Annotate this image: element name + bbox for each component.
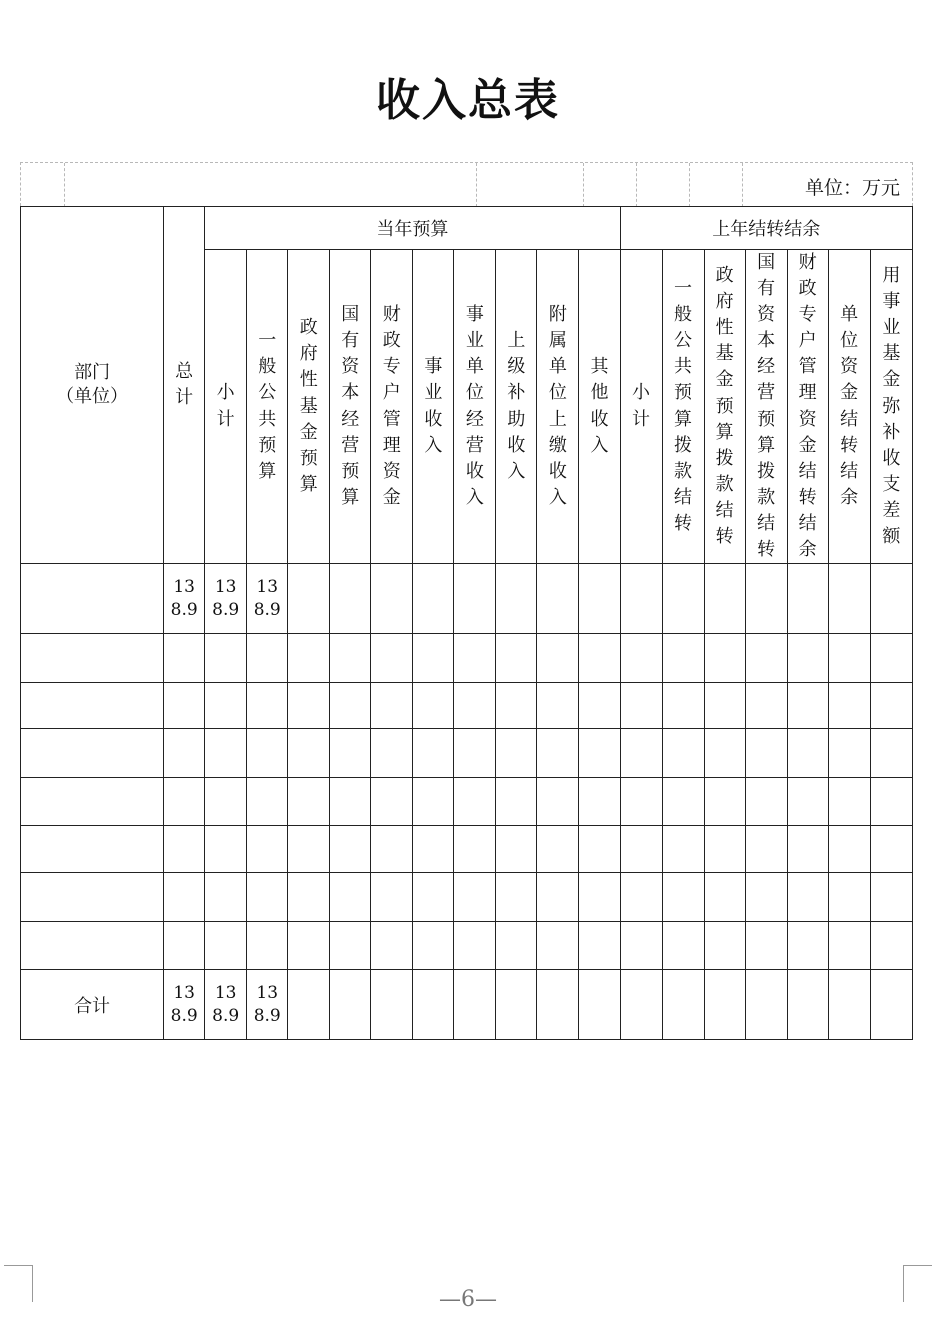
value-cell	[537, 564, 579, 634]
dept-cell	[21, 778, 164, 826]
unit-label: 单位：万元	[804, 177, 900, 199]
value-cell	[579, 634, 620, 683]
value-cell	[413, 634, 454, 683]
column-header-label: 上级补助收入	[507, 330, 526, 482]
value-cell	[164, 778, 205, 826]
value-cell	[704, 970, 745, 1040]
value-cell	[828, 778, 870, 826]
value-cell	[745, 729, 787, 778]
value-cell	[371, 922, 413, 970]
value-cell	[496, 970, 537, 1040]
value-cell	[454, 564, 496, 634]
value-cell	[288, 564, 330, 634]
value-cell	[787, 564, 828, 634]
page-number: —6—	[439, 1287, 497, 1312]
table-row	[21, 634, 913, 683]
dept-cell	[21, 729, 164, 778]
value-cell	[164, 564, 205, 634]
value-cell	[247, 564, 288, 634]
value-text: 138.9	[170, 576, 198, 620]
value-cell	[330, 826, 371, 873]
dept-cell: 合计	[21, 970, 164, 1040]
value-cell	[620, 683, 662, 729]
value-cell	[164, 729, 205, 778]
value-cell	[620, 634, 662, 683]
value-cell	[537, 970, 579, 1040]
value-cell	[870, 683, 912, 729]
column-header-label: 财政专户管理资金结转结余	[798, 252, 817, 561]
value-cell	[454, 873, 496, 922]
value-cell	[745, 826, 787, 873]
value-cell	[745, 873, 787, 922]
value-cell	[787, 778, 828, 826]
dept-cell	[21, 873, 164, 922]
value-cell	[662, 634, 704, 683]
value-text: 138.9	[212, 576, 240, 620]
value-cell	[205, 634, 247, 683]
value-cell	[205, 729, 247, 778]
value-cell	[205, 970, 247, 1040]
value-cell	[704, 729, 745, 778]
value-cell	[164, 826, 205, 873]
value-cell	[828, 922, 870, 970]
value-cell	[704, 922, 745, 970]
value-cell	[745, 970, 787, 1040]
value-cell	[247, 970, 288, 1040]
value-cell	[164, 634, 205, 683]
value-cell	[454, 729, 496, 778]
value-cell	[704, 683, 745, 729]
value-cell	[164, 970, 205, 1040]
value-cell	[454, 826, 496, 873]
value-cell	[247, 634, 288, 683]
value-cell	[828, 826, 870, 873]
value-cell	[330, 922, 371, 970]
column-header	[787, 250, 828, 564]
value-cell	[828, 729, 870, 778]
value-cell	[371, 683, 413, 729]
value-cell	[579, 778, 620, 826]
value-cell	[537, 634, 579, 683]
value-cell	[288, 873, 330, 922]
value-cell	[371, 970, 413, 1040]
value-cell	[164, 873, 205, 922]
value-cell	[288, 683, 330, 729]
value-cell	[496, 922, 537, 970]
value-cell	[870, 873, 912, 922]
table-row	[21, 564, 913, 634]
value-text: 138.9	[253, 982, 281, 1026]
column-header	[579, 250, 620, 564]
value-cell	[662, 564, 704, 634]
value-cell	[745, 683, 787, 729]
dept-cell	[21, 683, 164, 729]
value-cell	[205, 683, 247, 729]
column-header	[620, 250, 662, 564]
value-cell	[787, 970, 828, 1040]
value-cell	[205, 873, 247, 922]
value-cell	[537, 873, 579, 922]
value-cell	[828, 873, 870, 922]
value-cell	[745, 634, 787, 683]
column-header-label: 财政专户管理资金	[382, 304, 401, 508]
value-cell	[247, 922, 288, 970]
value-cell	[579, 873, 620, 922]
value-cell	[496, 634, 537, 683]
value-cell	[496, 729, 537, 778]
column-header	[330, 250, 371, 564]
column-header	[288, 250, 330, 564]
value-cell	[787, 729, 828, 778]
value-cell	[247, 778, 288, 826]
value-cell	[704, 634, 745, 683]
value-cell	[870, 729, 912, 778]
value-cell	[371, 826, 413, 873]
column-header-label: 其他收入	[590, 356, 609, 456]
value-cell	[330, 970, 371, 1040]
value-cell	[496, 564, 537, 634]
dept-cell	[21, 826, 164, 873]
value-cell	[496, 683, 537, 729]
column-header-label: 附属单位上缴收入	[548, 304, 567, 508]
value-cell	[537, 683, 579, 729]
value-cell	[745, 922, 787, 970]
value-cell	[496, 873, 537, 922]
value-cell	[454, 634, 496, 683]
value-cell	[413, 970, 454, 1040]
value-text: 138.9	[212, 982, 240, 1026]
column-header-label: 国有资本经营预算拨款结转	[757, 252, 776, 561]
table-row	[21, 778, 913, 826]
value-cell	[413, 922, 454, 970]
total-row	[21, 970, 913, 1040]
value-cell	[870, 970, 912, 1040]
column-header	[413, 250, 454, 564]
column-header	[745, 250, 787, 564]
table-row	[21, 873, 913, 922]
column-header-label: 单位资金结转结余	[840, 304, 859, 508]
value-cell	[371, 778, 413, 826]
column-header	[870, 250, 912, 564]
value-cell	[870, 922, 912, 970]
value-cell	[579, 564, 620, 634]
value-cell	[330, 634, 371, 683]
value-cell	[537, 922, 579, 970]
unit-row	[20, 162, 913, 206]
value-cell	[828, 970, 870, 1040]
value-cell	[288, 778, 330, 826]
value-cell	[537, 729, 579, 778]
income-summary-table	[20, 206, 913, 1040]
value-cell	[288, 826, 330, 873]
value-cell	[288, 729, 330, 778]
value-cell	[870, 564, 912, 634]
value-cell	[579, 729, 620, 778]
value-cell	[413, 778, 454, 826]
column-header-label: 用事业基金弥补收支差额	[882, 265, 901, 547]
value-cell	[413, 683, 454, 729]
value-cell	[164, 922, 205, 970]
prev-year-header: 上年结转结余	[620, 207, 912, 250]
column-header-label: 事业收入	[424, 356, 443, 456]
value-cell	[620, 826, 662, 873]
column-header-label: 政府性基金预算拨款结转	[715, 265, 734, 547]
total-header: 总计	[164, 207, 205, 564]
value-cell	[413, 729, 454, 778]
value-cell	[828, 634, 870, 683]
value-cell	[662, 826, 704, 873]
value-cell	[870, 778, 912, 826]
value-cell	[496, 826, 537, 873]
value-cell	[620, 873, 662, 922]
value-cell	[620, 922, 662, 970]
value-cell	[579, 922, 620, 970]
value-cell	[787, 826, 828, 873]
value-cell	[454, 683, 496, 729]
value-cell	[704, 873, 745, 922]
value-cell	[371, 729, 413, 778]
value-cell	[745, 564, 787, 634]
value-cell	[371, 873, 413, 922]
value-cell	[870, 634, 912, 683]
column-header	[496, 250, 537, 564]
value-cell	[828, 683, 870, 729]
column-header	[828, 250, 870, 564]
page-title: 收入总表	[376, 75, 560, 126]
value-cell	[620, 564, 662, 634]
value-cell	[454, 970, 496, 1040]
value-cell	[454, 922, 496, 970]
value-cell	[247, 683, 288, 729]
value-cell	[704, 564, 745, 634]
table-row	[21, 729, 913, 778]
value-cell	[787, 922, 828, 970]
value-cell	[330, 564, 371, 634]
value-cell	[371, 564, 413, 634]
value-cell	[620, 970, 662, 1040]
value-cell	[247, 729, 288, 778]
table-row	[21, 922, 913, 970]
value-cell	[413, 826, 454, 873]
value-cell	[704, 826, 745, 873]
value-cell	[662, 970, 704, 1040]
value-cell	[620, 778, 662, 826]
dept-cell	[21, 564, 164, 634]
dept-cell	[21, 634, 164, 683]
column-header	[454, 250, 496, 564]
value-cell	[288, 970, 330, 1040]
value-cell	[413, 873, 454, 922]
value-cell	[579, 683, 620, 729]
value-cell	[745, 778, 787, 826]
table-row	[21, 826, 913, 873]
value-cell	[662, 778, 704, 826]
value-cell	[828, 564, 870, 634]
value-cell	[537, 778, 579, 826]
value-cell	[662, 922, 704, 970]
column-header	[662, 250, 704, 564]
column-header-label: 一般公共预算	[258, 330, 277, 482]
table-row	[21, 683, 913, 729]
value-cell	[288, 922, 330, 970]
value-cell	[330, 683, 371, 729]
column-header-label: 小计	[632, 382, 651, 430]
column-header	[247, 250, 288, 564]
value-cell	[330, 778, 371, 826]
value-cell	[662, 729, 704, 778]
value-cell	[579, 826, 620, 873]
value-cell	[413, 564, 454, 634]
value-cell	[247, 826, 288, 873]
value-cell	[787, 873, 828, 922]
value-cell	[620, 729, 662, 778]
value-cell	[247, 873, 288, 922]
column-header	[704, 250, 745, 564]
value-cell	[704, 778, 745, 826]
column-header	[205, 250, 247, 564]
value-cell	[454, 778, 496, 826]
column-header	[537, 250, 579, 564]
value-cell	[164, 683, 205, 729]
current-year-header: 当年预算	[205, 207, 620, 250]
value-cell	[787, 683, 828, 729]
value-cell	[205, 778, 247, 826]
column-header-label: 小计	[216, 382, 235, 430]
value-text: 138.9	[170, 982, 198, 1026]
value-cell	[787, 634, 828, 683]
column-header-label: 一般公共预算拨款结转	[674, 278, 693, 534]
value-cell	[537, 826, 579, 873]
column-header-label: 政府性基金预算	[299, 317, 318, 495]
value-cell	[579, 970, 620, 1040]
dept-cell	[21, 922, 164, 970]
value-cell	[496, 778, 537, 826]
dept-header: 部门 （单位）	[21, 207, 164, 564]
value-cell	[371, 634, 413, 683]
value-cell	[205, 564, 247, 634]
value-cell	[288, 634, 330, 683]
value-cell	[205, 922, 247, 970]
column-header	[371, 250, 413, 564]
value-cell	[662, 873, 704, 922]
value-cell	[205, 826, 247, 873]
value-cell	[330, 729, 371, 778]
value-cell	[330, 873, 371, 922]
value-cell	[870, 826, 912, 873]
column-header-label: 事业单位经营收入	[465, 304, 484, 508]
value-text: 138.9	[253, 576, 281, 620]
value-cell	[662, 683, 704, 729]
column-header-label: 国有资本经营预算	[341, 304, 360, 508]
